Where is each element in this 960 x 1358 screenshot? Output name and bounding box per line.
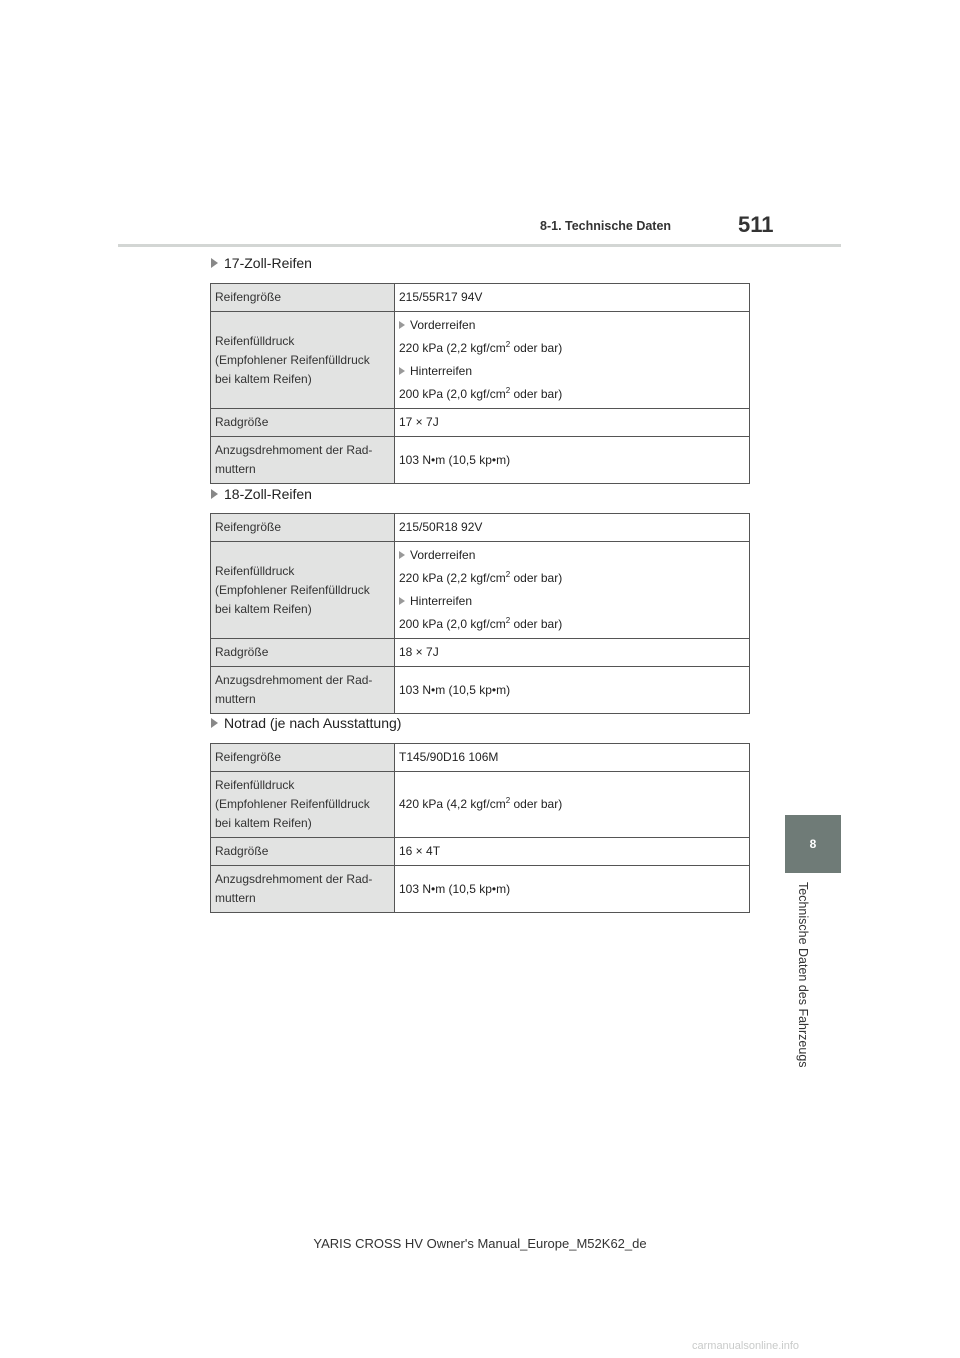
pressure-value: 420 kPa (4,2 kgf/$cm^2$ oder bar): [395, 772, 750, 838]
wheel-label: Radgröße: [211, 409, 395, 437]
table-row: [211, 312, 750, 409]
size-value: 215/55R17 94V: [395, 284, 750, 312]
pressure-label: Reifenfülldruck (Empfohlener Reifenfülldruck bei kaltem Reifen): [211, 542, 395, 639]
torque-label: Anzugsdrehmoment der Rad- muttern: [211, 437, 395, 484]
table-row: [211, 744, 750, 772]
bullet-triangle-icon: [211, 489, 218, 499]
section-heading: 8-1. Technische Daten: [540, 219, 672, 233]
pressure-value: Vorderreifen 220 kPa (2,2 kgf/$cm^2$ oder bar) Hinterreifen 200 kPa (2,0 kgf/$cm^2$ oder bar): [395, 312, 750, 409]
section-title-17: 17-Zoll-Reifen: [211, 255, 312, 271]
torque-label: Anzugsdrehmoment der Rad- muttern: [211, 866, 395, 913]
page-number: 511: [738, 212, 774, 237]
table-row: [211, 284, 750, 312]
table-row: [211, 866, 750, 913]
footer-text: YARIS CROSS HV Owner's Manual_Europe_M52K62_de: [313, 1236, 647, 1251]
bullet-triangle-icon: [399, 367, 405, 375]
bullet-triangle-icon: [399, 597, 405, 605]
table-row: [211, 437, 750, 484]
bullet-triangle-icon: [399, 551, 405, 559]
torque-value: 103 N•m (10,5 kp•m): [395, 437, 750, 484]
spec-table-18: [210, 513, 750, 714]
table-row: [211, 772, 750, 838]
spec-table-17: [210, 283, 750, 484]
bullet-triangle-icon: [211, 718, 218, 728]
pressure-label: Reifenfülldruck (Empfohlener Reifenfülldruck bei kaltem Reifen): [211, 772, 395, 838]
bullet-triangle-icon: [399, 321, 405, 329]
table-row: [211, 639, 750, 667]
bullet-triangle-icon: [211, 258, 218, 268]
spec-table-spare: [210, 743, 750, 913]
wheel-value: 17 × 7J: [395, 409, 750, 437]
wheel-value: 16 × 4T: [395, 838, 750, 866]
torque-value: 103 N•m (10,5 kp•m): [395, 866, 750, 913]
section-title-spare: Notrad (je nach Ausstattung): [211, 715, 401, 731]
table-row: [211, 838, 750, 866]
table-row: [211, 542, 750, 639]
wheel-value: 18 × 7J: [395, 639, 750, 667]
size-label: Reifengröße: [211, 284, 395, 312]
table-row: [211, 409, 750, 437]
size-value: T145/90D16 106M: [395, 744, 750, 772]
header-divider: [118, 244, 841, 247]
torque-value: 103 N•m (10,5 kp•m): [395, 667, 750, 714]
table-row: [211, 514, 750, 542]
size-label: Reifengröße: [211, 744, 395, 772]
wheel-label: Radgröße: [211, 639, 395, 667]
wheel-label: Radgröße: [211, 838, 395, 866]
watermark: carmanualsonline.info: [692, 1340, 800, 1352]
size-label: Reifengröße: [211, 514, 395, 542]
section-title-18: 18-Zoll-Reifen: [211, 486, 312, 502]
table-row: [211, 667, 750, 714]
chapter-tab-number: 8: [785, 815, 841, 873]
chapter-tab-label: Technische Daten des Fahrzeugs: [796, 882, 810, 1068]
chapter-tab: [788, 882, 812, 1092]
pressure-label: Reifenfülldruck (Empfohlener Reifenfülldruck bei kaltem Reifen): [211, 312, 395, 409]
torque-label: Anzugsdrehmoment der Rad- muttern: [211, 667, 395, 714]
size-value: 215/50R18 92V: [395, 514, 750, 542]
pressure-value: Vorderreifen 220 kPa (2,2 kgf/$cm^2$ oder bar) Hinterreifen 200 kPa (2,0 kgf/$cm^2$ oder bar): [395, 542, 750, 639]
